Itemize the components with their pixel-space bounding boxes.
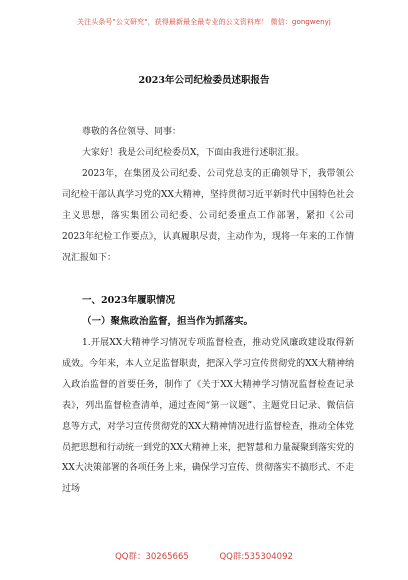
header-banner-text: 关注头条号"公文研究"，获得最新最全最专业的公文资料库！ 微信：gongwenyj [77,18,331,26]
subsection-heading: （一）聚焦政治监督，担当作为抓落实。 [82,316,254,327]
footer-qq-group-1: QQ群：30265665 [115,552,189,562]
intro-paragraph: 2023年，在集团及公司纪委、公司党总支的正确领导下，我带领公司纪检干部认真学习党的XX大精神，坚持贯彻习近平新时代中国特色社会主义思想，落实集团公司纪委、公司纪委重点工作部署，紧扣《公司2023年纪检工作要点》，认真履职尽责，主动作为，现将一年来的工作情况汇报如下： [62,169,354,263]
section-heading: 一、2023年履职情况 [82,295,175,306]
page-footer [0,550,408,566]
greeting: 大家好！我是公司纪检委员X，下面由我进行述职汇报。 [82,148,305,158]
salutation: 尊敬的各位领导、同事： [82,127,182,137]
body-paragraph: 1.开展XX大精神学习情况专项监督检查，推动党风廉政建设取得新成效。今年来，本人立足监督职责，把深入学习宣传贯彻党的XX大精神纳入政治监督的首要任务，制作了《关于XX大精神学习情况监督检查记录表》，列出监督检查清单，通过查阅“第一议题”、主题党日记录、微信信息等方式，对学习宣传贯彻党的XX大精神情况进行监督检查，推动全体党员把思想和行动统一到党的XX大精神上来，把智慧和力量凝聚到落实党的XX大决策部署的各项任务上来，确保学习宣传、贯彻落实不搞形式、不走过场 [62,338,354,495]
document-title: 2023年公司纪检委员述职报告 [138,75,270,86]
page-header [0,0,408,50]
footer-qq-group-2: QQ群:535304092 [219,552,293,562]
